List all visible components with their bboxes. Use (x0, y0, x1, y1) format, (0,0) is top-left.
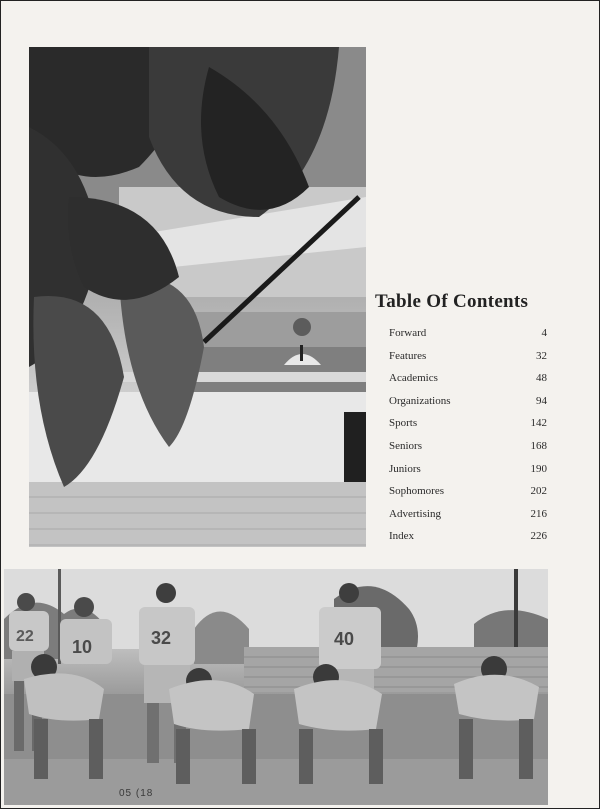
toc-entry-label: Index (389, 530, 415, 543)
toc-entry-academics[interactable] (389, 372, 547, 395)
toc-entry-page: 142 (530, 417, 547, 430)
toc-entry-page: 168 (530, 439, 547, 452)
toc-entry-organizations[interactable] (389, 395, 547, 418)
football-team-photo (4, 569, 548, 805)
toc-entry-page: 202 (530, 485, 547, 498)
jersey-number: 40 (334, 629, 355, 649)
toc-entry-label: Juniors (389, 462, 421, 475)
toc-entry-label: Organizations (389, 394, 451, 407)
toc-entry-forward[interactable] (389, 327, 547, 350)
toc-entry-label: Academics (389, 372, 438, 385)
toc-entry-label: Features (389, 349, 427, 362)
toc-entry-label: Sophomores (389, 485, 444, 498)
toc-entry-page: 48 (536, 372, 547, 385)
table-of-contents (375, 291, 559, 553)
toc-entry-features[interactable] (389, 350, 547, 373)
toc-entry-page: 216 (530, 507, 547, 520)
toc-entry-seniors[interactable] (389, 440, 547, 463)
toc-entry-label: Forward (389, 327, 427, 339)
toc-entry-index[interactable] (389, 530, 547, 553)
toc-entry-advertising[interactable] (389, 508, 547, 531)
toc-entry-sophomores[interactable] (389, 485, 547, 508)
toc-title: Table Of Contents (375, 291, 529, 312)
toc-entry-page: 94 (536, 394, 547, 407)
toc-entry-page: 4 (541, 327, 547, 339)
jersey-number: 32 (151, 628, 172, 648)
toc-list (375, 327, 547, 553)
toc-entry-label: Seniors (389, 439, 422, 452)
leaves-and-stands-photo (29, 47, 366, 547)
toc-entry-label: Advertising (389, 507, 441, 520)
jersey-number: 22 (16, 628, 34, 645)
toc-entry-label: Sports (389, 417, 418, 430)
toc-entry-juniors[interactable] (389, 463, 547, 486)
toc-entry-page: 190 (530, 462, 547, 475)
jersey-number: 10 (72, 637, 93, 657)
toc-entry-page: 226 (530, 530, 547, 543)
toc-entry-sports[interactable] (389, 417, 547, 440)
photo-stamp: 05 (18 (119, 788, 154, 799)
toc-entry-page: 32 (536, 349, 547, 362)
